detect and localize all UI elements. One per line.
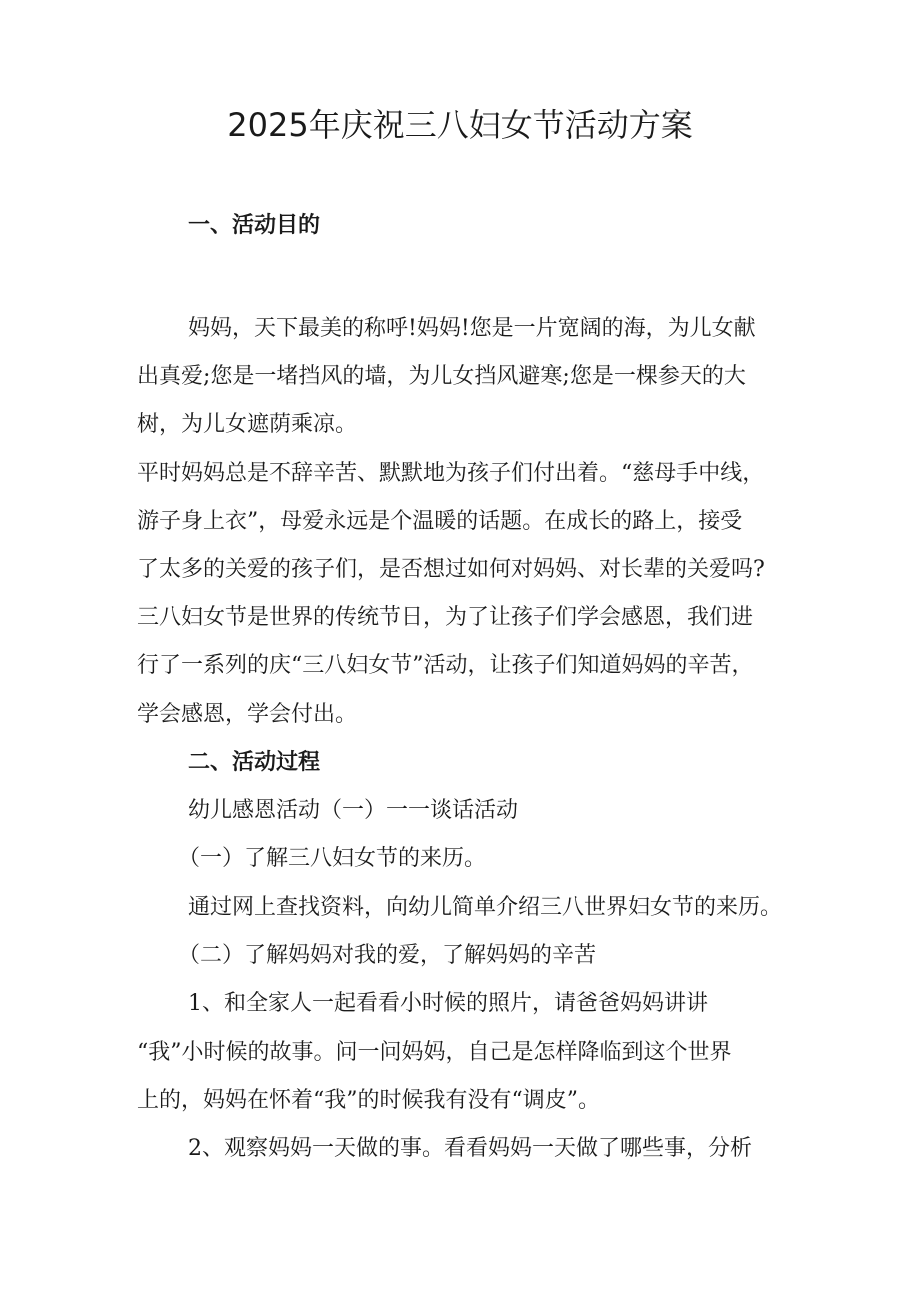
paragraph-line: 三八妇女节是世界的传统节日，为了让孩子们学会感恩，我们进 — [137, 605, 754, 630]
paragraph-line: 了太多的关爱的孩子们，是否想过如何对妈妈、对长辈的关爱吗? — [137, 557, 765, 582]
paragraph-line: 树，为儿女遮荫乘凉。 — [137, 412, 358, 437]
paragraph-line: 学会感恩，学会付出。 — [137, 702, 358, 727]
paragraph-line: 2、观察妈妈一天做的事。看看妈妈一天做了哪些事，分析 — [188, 1136, 752, 1161]
paragraph-line: 出真爱;您是一堵挡风的墙，为儿女挡风避寒;您是一棵参天的大 — [137, 364, 746, 389]
paragraph-line: 游子身上衣”，母爱永远是个温暖的话题。在成长的路上，接受 — [137, 509, 743, 534]
activity-title: 幼儿感恩活动（一）一一谈话活动 — [188, 798, 519, 823]
paragraph-line: 妈妈，天下最美的称呼!妈妈!您是一片宽阔的海，为儿女献 — [188, 316, 756, 341]
document-title: 2025年庆祝三八妇女节活动方案 — [227, 106, 693, 144]
paragraph-line: 平时妈妈总是不辞辛苦、默默地为孩子们付出着。“慈母手中线， — [137, 461, 765, 486]
section-heading-purpose: 一、活动目的 — [188, 213, 321, 238]
paragraph-line: 行了一系列的庆“三八妇女节”活动，让孩子们知道妈妈的辛苦， — [137, 653, 754, 678]
paragraph-line: “我”小时候的故事。问一问妈妈，自己是怎样降临到这个世界 — [137, 1040, 732, 1065]
paragraph-line: 1、和全家人一起看看小时候的照片，请爸爸妈妈讲讲 — [188, 991, 708, 1016]
item-text: 通过网上查找资料，向幼儿简单介绍三八世界妇女节的来历。 — [188, 895, 783, 920]
item-title: （一）了解三八妇女节的来历。 — [178, 846, 487, 871]
paragraph-line: 上的，妈妈在怀着“我”的时候我有没有“调皮”。 — [137, 1088, 600, 1113]
section-heading-process: 二、活动过程 — [188, 750, 321, 775]
item-title: （二）了解妈妈对我的爱，了解妈妈的辛苦 — [178, 943, 597, 968]
